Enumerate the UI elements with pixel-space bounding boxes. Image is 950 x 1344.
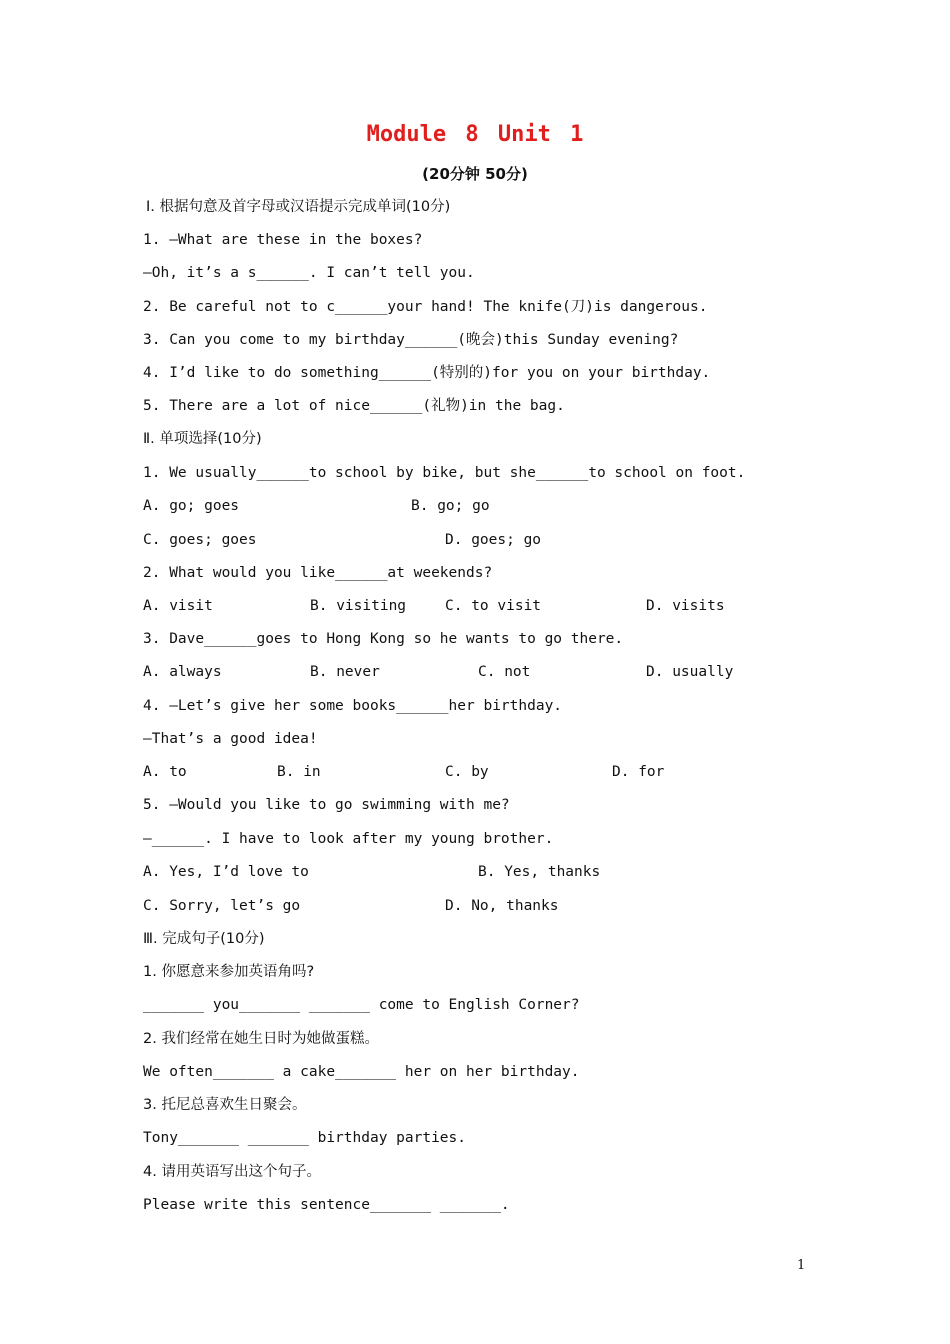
question-stem: 5. —Would you like to go swimming with me? — [143, 797, 510, 813]
option: B. in — [277, 764, 321, 780]
option: B. never — [310, 664, 380, 680]
option: D. goes; go — [445, 532, 542, 548]
option: A. Yes, I’d love to — [143, 864, 309, 880]
answer-line: Please write this sentence_______ _______. — [143, 1197, 510, 1213]
question-line: 2. Be careful not to c______your hand! The knife(刀)is dangerous. — [143, 299, 708, 315]
page-subtitle: (20分钟 50分) — [422, 165, 528, 183]
option: B. go; go — [411, 498, 490, 514]
question-stem: 2. What would you like______at weekends? — [143, 565, 493, 581]
option: A. visit — [143, 598, 213, 614]
question-stem: 1. We usually______to school by bike, but she______to school on foot. — [143, 465, 746, 481]
question-line: 3. Can you come to my birthday______(晚会)this Sunday evening? — [143, 332, 679, 348]
answer-line: Tony_______ _______ birthday parties. — [143, 1130, 467, 1146]
question-stem: 4. —Let’s give her some books______her birthday. — [143, 698, 563, 714]
question-line: 1. —What are these in the boxes? — [143, 232, 423, 248]
page-title: Module 8 Unit 1 — [366, 122, 584, 147]
option: D. usually — [646, 664, 734, 680]
option: C. goes; goes — [143, 532, 257, 548]
option: D. for — [612, 764, 665, 780]
section-heading: Ⅲ. 完成句子(10分) — [143, 931, 265, 947]
option: C. by — [445, 764, 489, 780]
chinese-prompt: 1. 你愿意来参加英语角吗? — [143, 964, 315, 980]
answer-line: We often_______ a cake_______ her on her birthday. — [143, 1064, 580, 1080]
option: C. Sorry, let’s go — [143, 898, 301, 914]
option: C. not — [478, 664, 531, 680]
page-number: 1 — [797, 1258, 806, 1273]
section-heading: Ⅱ. 单项选择(10分) — [143, 431, 262, 447]
answer-line: _______ you_______ _______ come to English Corner? — [143, 997, 580, 1013]
option: C. to visit — [445, 598, 542, 614]
dialog-reply: —______. I have to look after my young brother. — [143, 831, 554, 847]
option: A. to — [143, 764, 187, 780]
chinese-prompt: 3. 托尼总喜欢生日聚会。 — [143, 1097, 307, 1113]
option: A. always — [143, 664, 222, 680]
option: A. go; goes — [143, 498, 240, 514]
chinese-prompt: 4. 请用英语写出这个句子。 — [143, 1164, 321, 1180]
question-stem: 3. Dave______goes to Hong Kong so he wants to go there. — [143, 631, 624, 647]
chinese-prompt: 2. 我们经常在她生日时为她做蛋糕。 — [143, 1031, 379, 1047]
section-heading: Ⅰ. 根据句意及首字母或汉语提示完成单词(10分) — [146, 199, 451, 215]
question-line: 5. There are a lot of nice______(礼物)in the bag. — [143, 398, 565, 414]
option: D. visits — [646, 598, 725, 614]
option: B. visiting — [310, 598, 407, 614]
option: B. Yes, thanks — [478, 864, 601, 880]
option: D. No, thanks — [445, 898, 559, 914]
dialog-reply: —That’s a good idea! — [143, 731, 318, 747]
question-line: —Oh, it’s a s______. I can’t tell you. — [143, 265, 475, 281]
question-line: 4. I’d like to do something______(特别的)for you on your birthday. — [143, 365, 711, 381]
